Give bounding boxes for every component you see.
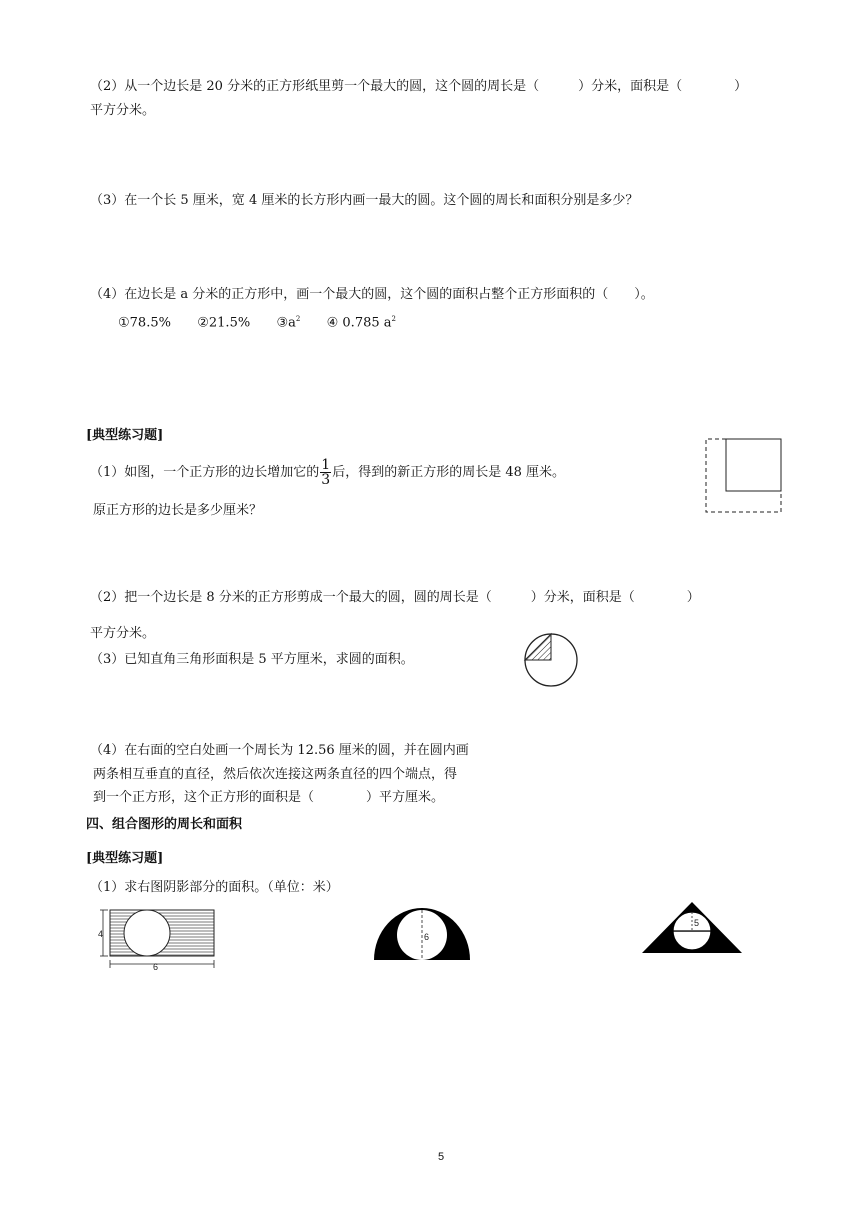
practice-3: （3）已知直角三角形面积是 5 平方厘米，求圆的面积。 bbox=[90, 652, 414, 667]
option-4: ④ 0.785 a bbox=[326, 315, 392, 331]
question-2-line-1: （2）从一个边长是 20 分米的正方形纸里剪一个最大的圆，这个圆的周长是（ ）分米，面积是（ ） bbox=[90, 79, 748, 94]
practice-4-line-2: 两条相互垂直的直径，然后依次连接这两条直径的四个端点，得 bbox=[93, 767, 458, 782]
practice-1-post: 后，得到的新正方形的周长是 48 厘米。 bbox=[332, 465, 566, 480]
fig1-width-label: 6 bbox=[153, 962, 159, 970]
hatched-rectangle-with-circle-figure bbox=[96, 906, 218, 970]
question-4-options bbox=[118, 310, 396, 332]
fraction-denominator: 3 bbox=[321, 472, 331, 488]
fig3-radius-label: 5 bbox=[694, 918, 700, 928]
section-4-question-1: （1）求右图阴影部分的面积。（单位：米） bbox=[90, 880, 339, 895]
practice-2-line-2: 平方分米。 bbox=[90, 626, 156, 641]
circle-with-triangle-figure bbox=[522, 630, 580, 688]
option-3-exponent: 2 bbox=[295, 315, 301, 323]
section-4-title: 四、组合图形的周长和面积 bbox=[86, 817, 243, 832]
page-number: 5 bbox=[438, 1151, 445, 1163]
section-heading-typical-practice-2: [典型练习题] bbox=[86, 851, 164, 866]
question-3: （3）在一个长 5 厘米，宽 4 厘米的长方形内画一最大的圆。这个圆的周长和面积分别是多少？ bbox=[90, 193, 639, 208]
fig1-height-label: 4 bbox=[98, 929, 104, 939]
fraction-one-third bbox=[320, 458, 331, 487]
option-2: ②21.5% bbox=[197, 315, 251, 331]
triangle-with-circle-figure bbox=[640, 898, 744, 956]
fig2-diameter-label: 6 bbox=[424, 932, 430, 942]
practice-1-line-1 bbox=[90, 456, 565, 490]
question-2-line-2: 平方分米。 bbox=[90, 103, 156, 118]
option-3: ③a bbox=[276, 315, 296, 331]
section-heading-typical-practice: [典型练习题] bbox=[86, 428, 164, 443]
practice-4-line-3: 到一个正方形，这个正方形的面积是（ ）平方厘米。 bbox=[93, 790, 445, 805]
practice-2-line-1: （2）把一个边长是 8 分米的正方形剪成一个最大的圆，圆的周长是（ ）分米，面积是（ ） bbox=[90, 590, 700, 605]
practice-1-pre: （1）如图，一个正方形的边长增加它的 bbox=[90, 465, 320, 480]
option-1: ①78.5% bbox=[118, 315, 171, 331]
practice-1-line-2: 原正方形的边长是多少厘米？ bbox=[93, 503, 263, 518]
question-4-line-1: （4）在边长是 a 分米的正方形中，画一个最大的圆，这个圆的面积占整个正方形面积的（ ）。 bbox=[90, 287, 654, 302]
semicircle-with-circle-figure bbox=[372, 904, 472, 962]
option-4-exponent: 2 bbox=[391, 315, 396, 323]
practice-4-line-1: （4）在右面的空白处画一个周长为 12.56 厘米的圆，并在圆内画 bbox=[90, 743, 469, 758]
square-growth-figure bbox=[704, 437, 784, 515]
fraction-numerator: 1 bbox=[321, 457, 331, 473]
